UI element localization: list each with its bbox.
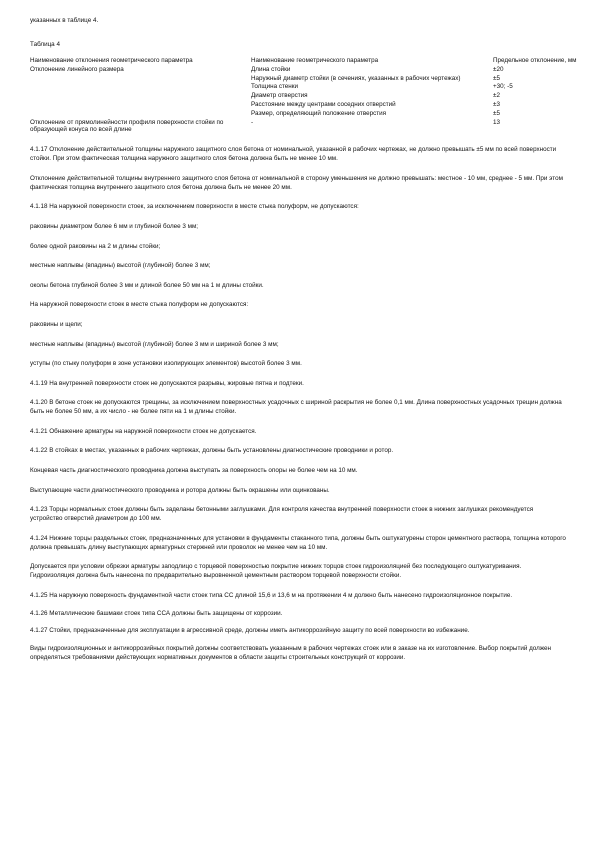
table-cell: 13 [493,118,501,126]
table-row [30,75,581,84]
paragraph-4-1-24: 4.1.24 Нижние торцы раздельных стоек, предназначенных для установки в фундаменты стаканного типа, должны быть оштукатурены сторон цементного раствора, толщина которого должна превышать длину выступающих арматурных стержней или проволок не менее чем на 10 мм. [30,534,566,551]
paragraph-4-1-17: 4.1.17 Отклонение действительной толщины наружного защитного слоя бетона от номинальной, указанной в рабочих чертежах, не должно превышать ±5 мм по всей поверхности стойки. При этом фактическая толщина наружного защитного слоя бетона должна быть не менее 10 мм. [30,146,557,163]
paragraph: Отклонение действительной толщины внутреннего защитного слоя бетона от номинальной в сторону уменьшения не должно превышать: местное - 10 мм, среднее - 5 мм. При этом фактическая толщина внутреннего защитного слоя бетона должна быть не менее 20 мм. [30,174,563,191]
intro-text: указанных в таблице 4. [30,17,99,24]
table-cell [30,101,251,110]
paragraph: Допускается при условии обрезки арматуры заподлицо с торцевой поверхностью покрытие нижних торцов стоек гидроизоляцией без последующего оштукатуривания. Гидроизоляция должна быть нанесена по предварительно выровненной цементным раствором торцевой поверхности стойки. [30,563,522,580]
list-item: раковины и щели; [30,320,83,328]
table-cell [30,83,251,92]
table-cell: ±5 [493,74,500,82]
table-cell: Размер, определяющий положение отверстия [251,109,387,117]
table-cell: Наружный диаметр стойки (в сечениях, указанных в рабочих чертежах) [251,74,461,82]
table-cell [30,92,251,101]
table-row [30,110,581,119]
table-header-row [30,57,581,66]
table-cell: ±20 [493,65,504,73]
table-row [30,101,581,110]
table-cell: Диаметр отверстия [251,92,308,100]
table-row [30,92,581,101]
list-item: местные наплывы (впадины) высотой (глубиной) более 3 мм и шириной более 3 мм; [30,340,279,348]
paragraph: На наружной поверхности стоек в месте стыка полуформ не допускаются: [30,301,249,309]
paragraph-4-1-23: 4.1.23 Торцы нормальных стоек должны быть заделаны бетонными заглушками. Для контроля качества внутренней поверхности стоек в нижних заглушках рекомендуется устройство отверстий диаметром до 100 мм. [30,506,534,523]
list-item: околы бетона глубиной более 3 мм и длиной более 50 мм на 1 м длины стойки. [30,281,264,289]
table-cell: Расстояние между центрами соседних отверстий [251,100,396,108]
paragraph-4-1-21: 4.1.21 Обнажение арматуры на наружной поверхности стоек не допускается. [30,427,257,435]
list-item: раковины диаметром более 6 мм и глубиной более 3 мм; [30,222,199,230]
paragraph-4-1-18: 4.1.18 На наружной поверхности стоек, за исключением поверхности в месте стыка полуформ, не допускаются: [30,203,359,211]
table-caption: Таблица 4 [30,41,60,48]
table-cell: ±2 [493,92,500,100]
table-cell: Отклонение от прямолинейности профиля поверхности стойки по образующей конуса по всей длине [30,118,224,134]
table-cell: ±5 [493,109,500,117]
table-cell: - [251,118,254,126]
table-header-cell: Наименование отклонения геометрического параметра [30,57,193,64]
paragraph-4-1-20: 4.1.20 В бетоне стоек не допускаются трещины, за исключением поверхностных усадочных с шириной раскрытия не более 0,1 мм. Длина поверхностных усадочных трещин должна быть не более 50 мм, а их число - не более пяти на 1 м длины стойки. [30,399,562,416]
list-item: местные наплывы (впадины) высотой (глубиной) более 3 мм; [30,262,211,270]
table-cell: Длина стойки [251,65,291,73]
table-row [30,83,581,92]
table-cell: Отклонение линейного размера [30,65,124,73]
tolerance-table [30,57,581,135]
paragraph-4-1-25: 4.1.25 На наружную поверхность фундаментной части стоек типа СС длиной 15,6 и 13,6 м на протяжении 4 м должно быть нанесено гидроизоляционное покрытие. [30,592,513,600]
table-row [30,66,581,75]
paragraph: Выступающие части диагностического проводника и ротора должны быть окрашены или оцинкованы. [30,486,330,494]
table-row [30,119,581,136]
table-header-cell: Наименование геометрического параметра [251,57,379,64]
paragraph-4-1-27: 4.1.27 Стойки, предназначенные для эксплуатации в агрессивной среде, должны иметь антикоррозийную защиту по всей поверхности во избежание. [30,627,470,635]
table-cell: ±3 [493,100,500,108]
table-header-cell: Предельное отклонение, мм [493,57,577,64]
table-cell: +30; -5 [493,83,513,91]
paragraph: Концевая часть диагностического проводника должна выступать за поверхность опоры не более чем на 10 мм. [30,467,358,475]
table-cell: Толщина стенки [251,83,299,91]
table-cell [30,110,251,119]
paragraph-4-1-26: 4.1.26 Металлические башмаки стоек типа ССА должны быть защищены от коррозии. [30,609,283,617]
table-cell [30,75,251,84]
paragraph-4-1-22: 4.1.22 В стойках в местах, указанных в рабочих чертежах, должны быть установлены диагностические проводники и ротор. [30,447,394,455]
paragraph-4-1-19: 4.1.19 На внутренней поверхности стоек не допускаются разрывы, жировые пятна и подтеки. [30,379,304,387]
paragraph: Виды гидроизоляционных и антикоррозийных покрытий должны соответствовать указанным в рабочих чертежах стоек или в заказе на их изготовление. Выбор покрытий должен определяться требованиями действующих нормативных документов в области защиты строительных конструкций от коррозии. [30,644,552,661]
list-item: уступы (по стыку полуформ в зоне установки изолирующих элементов) высотой более 3 мм. [30,360,302,368]
list-item: более одной раковины на 2 м длины стойки; [30,242,161,250]
